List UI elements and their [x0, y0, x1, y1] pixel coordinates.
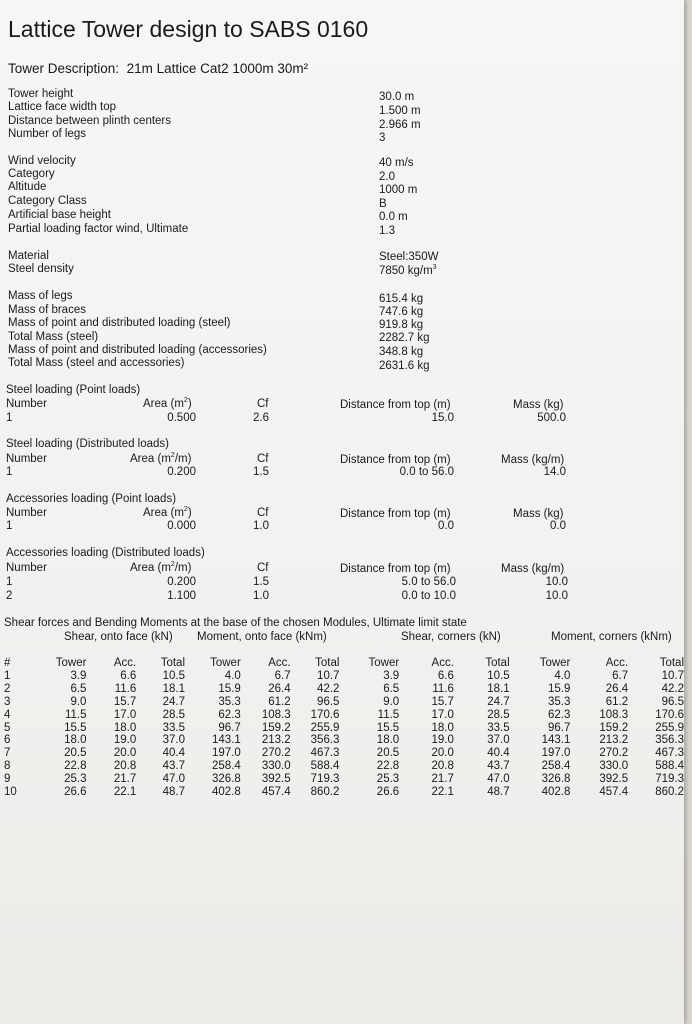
shear-cell: 467.3 [655, 747, 684, 760]
shear-row-index: 2 [4, 682, 11, 695]
shear-cell: 255.9 [655, 721, 684, 734]
shear-cell: 20.5 [64, 747, 87, 760]
shear-group-header: Moment, onto face (kNm) [197, 631, 327, 643]
loading-header-area: Area $(m^2)$ [143, 506, 192, 519]
shear-cell: 43.7 [162, 760, 186, 773]
shear-cell: 143.1 [212, 734, 241, 747]
page-title: Lattice Tower design to SABS 0160 [8, 16, 369, 42]
shear-table-row [4, 722, 684, 735]
shear-cell: 6.7 [274, 669, 291, 682]
shear-row-index: 10 [4, 786, 17, 799]
shear-cell: 457.4 [599, 786, 629, 799]
shear-cell: 15.5 [64, 721, 87, 734]
shear-cell: 15.7 [113, 695, 137, 708]
shear-cell: 22.8 [64, 760, 87, 773]
shear-cell: 860.2 [310, 786, 340, 799]
loading-header-cf: Cf [257, 562, 269, 574]
param-value: 919.8 kg [379, 319, 424, 331]
shear-cell: 47.0 [487, 773, 510, 786]
loading-header-area: Area $(m^2/m)$ [130, 561, 192, 574]
shear-cell: 6.6 [120, 669, 137, 682]
loading-cell: 0.0 [438, 520, 454, 532]
shear-col-header: Total [485, 657, 510, 669]
shear-row-index: 3 [4, 695, 11, 708]
shear-cell: 392.5 [599, 773, 629, 786]
param-value: 1000 m [379, 184, 418, 196]
loading-header-cf: Cf [257, 398, 269, 410]
shear-table-title: Shear forces and Bending Moments at the base of the chosen Modules, Ultimate limit state [4, 617, 467, 629]
loading-header-cf: Cf [257, 507, 269, 519]
loading-header-distance: Distance from top (m) [340, 508, 451, 520]
shear-cell: 326.8 [541, 773, 571, 786]
shear-cell: 26.4 [605, 682, 629, 695]
shear-cell: 40.4 [162, 747, 186, 760]
shear-table-row [4, 773, 684, 786]
shear-cell: 467.3 [310, 747, 340, 760]
shear-cell: 20.8 [431, 760, 454, 773]
loading-cell: 2.6 [253, 412, 269, 424]
shear-col-header: # [4, 657, 11, 669]
loading-cell: 1.100 [167, 590, 196, 602]
shear-col-header: Acc. [113, 657, 137, 669]
loading-cell: 5.0 to 56.0 [401, 576, 456, 588]
param-value: 2631.6 kg [379, 360, 430, 372]
loading-header-distance: Distance from top (m) [340, 563, 451, 575]
tower-description-value: 21m Lattice Cat2 1000m 30m² [126, 61, 309, 76]
param-label: Wind velocity [8, 155, 76, 167]
shear-cell: 356.3 [655, 734, 684, 747]
shear-row-index: 1 [4, 669, 11, 682]
param-label: Material [8, 250, 49, 262]
loading-cell: 15.0 [431, 412, 454, 424]
shear-cell: 143.1 [541, 734, 571, 747]
shear-cell: 197.0 [212, 747, 241, 760]
shear-cell: 258.4 [212, 760, 241, 773]
param-label: Category Class [8, 195, 87, 207]
shear-cell: 22.1 [113, 786, 137, 799]
shear-cell: 9.0 [70, 695, 87, 708]
shear-col-header: Total [315, 657, 340, 669]
param-value: 747.6 kg [379, 306, 424, 318]
shear-cell: 170.6 [655, 708, 684, 721]
shear-cell: 18.1 [162, 682, 186, 695]
loading-cell: 2 [6, 590, 13, 602]
shear-cell: 15.9 [218, 682, 241, 695]
shear-cell: 170.6 [310, 708, 340, 721]
shear-table-row [4, 760, 684, 773]
shear-cell: 860.2 [655, 786, 684, 799]
param-label: Mass of point and distributed loading (accessories) [8, 344, 267, 356]
param-label: Number of legs [8, 128, 86, 140]
shear-cell: 42.2 [317, 682, 340, 695]
param-value: 1.500 m [379, 105, 421, 117]
shear-cell: 15.7 [431, 695, 454, 708]
shear-cell: 43.7 [487, 760, 510, 773]
shear-cell: 28.5 [487, 708, 510, 721]
shear-cell: 21.7 [431, 773, 454, 786]
shear-table-row [4, 786, 684, 799]
shear-cell: 108.3 [261, 708, 291, 721]
shear-group-header: Shear, onto face (kN) [64, 631, 173, 643]
shear-cell: 9.0 [383, 695, 400, 708]
param-label: Partial loading factor wind, Ultimate [8, 223, 189, 235]
loading-cell: 1.0 [253, 590, 269, 602]
shear-cell: 326.8 [212, 773, 241, 786]
shear-cell: 330.0 [261, 760, 291, 773]
shear-cell: 10.7 [661, 669, 684, 682]
shear-cell: 6.5 [383, 682, 400, 695]
param-value: 40 m/s [379, 157, 414, 169]
param-value: 2.966 m [379, 119, 421, 131]
shear-cell: 457.4 [261, 786, 291, 799]
loading-header-number: Number [6, 453, 47, 465]
param-label: Mass of point and distributed loading (steel) [8, 317, 231, 329]
shear-cell: 213.2 [261, 734, 291, 747]
shear-cell: 19.0 [113, 734, 137, 747]
loading-section-title: Steel loading (Point loads) [6, 384, 141, 396]
shear-cell: 402.8 [212, 786, 241, 799]
shear-cell: 6.5 [70, 682, 87, 695]
param-label: Mass of legs [8, 290, 73, 302]
shear-table-row [4, 734, 684, 747]
param-label: Distance between plinth centers [8, 115, 172, 127]
shear-cell: 11.5 [64, 708, 87, 721]
shear-cell: 392.5 [261, 773, 291, 786]
loading-section-title: Accessories loading (Distributed loads) [6, 547, 205, 559]
shear-cell: 37.0 [487, 734, 510, 747]
loading-header-mass: Mass (kg) [513, 399, 564, 411]
shear-cell: 255.9 [310, 721, 340, 734]
shear-cell: 588.4 [310, 760, 340, 773]
shear-cell: 17.0 [113, 708, 137, 721]
shear-cell: 108.3 [599, 708, 629, 721]
shear-cell: 15.5 [376, 721, 400, 734]
loading-header-number: Number [6, 398, 47, 410]
shear-table-row [4, 747, 684, 760]
shear-cell: 96.5 [661, 695, 684, 708]
param-label: Total Mass (steel) [8, 331, 99, 343]
shear-cell: 37.0 [162, 734, 186, 747]
shear-cell: 20.5 [376, 747, 400, 760]
param-value: B [379, 198, 387, 210]
loading-cell: 1 [6, 412, 13, 424]
shear-cell: 25.3 [376, 773, 400, 786]
shear-cell: 159.2 [261, 721, 291, 734]
shear-cell: 28.5 [162, 708, 186, 721]
loading-header-distance: Distance from top (m) [340, 399, 451, 411]
param-label: Mass of braces [8, 304, 86, 316]
shear-cell: 96.5 [317, 695, 340, 708]
shear-cell: 588.4 [655, 760, 684, 773]
shear-cell: 11.6 [114, 682, 137, 695]
loading-header-number: Number [6, 507, 47, 519]
param-label: Tower height [8, 88, 74, 100]
tower-description-label: Tower Description: [8, 61, 120, 76]
shear-group-header: Shear, corners (kN) [401, 631, 501, 643]
shear-col-header: Tower [539, 657, 571, 669]
shear-cell: 26.6 [64, 786, 87, 799]
param-value: Steel:350W [379, 251, 439, 263]
shear-cell: 3.9 [70, 669, 87, 682]
shear-col-header: Acc. [431, 657, 454, 669]
loading-cell: 10.0 [545, 576, 568, 588]
param-value: 1.3 [379, 225, 395, 237]
loading-cell: 14.0 [543, 466, 566, 478]
shear-cell: 18.0 [376, 734, 400, 747]
shear-row-index: 5 [4, 721, 11, 734]
loading-cell: 0.200 [167, 576, 196, 588]
loading-cell: 10.0 [545, 590, 568, 602]
loading-header-area: Area $(m^2/m)$ [130, 452, 192, 465]
loading-cell: 1 [6, 466, 13, 478]
shear-cell: 20.8 [113, 760, 137, 773]
shear-cell: 18.0 [64, 734, 87, 747]
shear-cell: 20.0 [431, 747, 454, 760]
shear-cell: 19.0 [431, 734, 454, 747]
shear-cell: 17.0 [431, 708, 454, 721]
param-label: Category [8, 168, 55, 180]
shear-cell: 258.4 [541, 760, 571, 773]
loading-header-distance: Distance from top (m) [340, 454, 451, 466]
shear-table-header-row [4, 657, 684, 670]
shear-cell: 4.0 [224, 669, 241, 682]
shear-cell: 61.2 [268, 695, 291, 708]
loading-cell: 0.0 to 56.0 [399, 466, 454, 478]
shear-cell: 22.8 [376, 760, 400, 773]
shear-cell: 330.0 [599, 760, 629, 773]
shear-cell: 10.5 [487, 669, 510, 682]
loading-header-mass: Mass (kg/m) [501, 454, 565, 466]
shear-cell: 197.0 [541, 747, 571, 760]
shear-row-index: 9 [4, 773, 11, 786]
shear-cell: 18.1 [487, 682, 510, 695]
param-value: 7850 $kg/m^3$ [379, 264, 437, 277]
shear-cell: 33.5 [487, 721, 510, 734]
shear-cell: 26.6 [376, 786, 400, 799]
shear-cell: 20.0 [113, 747, 137, 760]
param-label: Altitude [8, 181, 47, 193]
shear-cell: 11.6 [432, 682, 454, 695]
shear-col-header: Acc. [605, 657, 629, 669]
shear-cell: 25.3 [64, 773, 87, 786]
param-value: 348.8 kg [379, 346, 424, 358]
loading-cell: 1 [6, 576, 13, 588]
shear-cell: 61.2 [605, 695, 629, 708]
loading-cell: 1.5 [253, 466, 269, 478]
loading-cell: 0.200 [167, 466, 196, 478]
param-value: 0.0 m [379, 211, 408, 223]
shear-cell: 402.8 [541, 786, 571, 799]
shear-cell: 48.7 [162, 786, 186, 799]
loading-section-title: Steel loading (Distributed loads) [6, 438, 170, 450]
loading-header-cf: Cf [257, 453, 269, 465]
shear-cell: 48.7 [487, 786, 510, 799]
shear-table-row [4, 670, 684, 683]
shear-col-header: Tower [368, 657, 400, 669]
shear-table-row [4, 696, 684, 709]
loading-header-area: Area $(m^2)$ [143, 397, 192, 410]
shear-cell: 18.0 [431, 721, 454, 734]
shear-cell: 47.0 [162, 773, 186, 786]
shear-cell: 18.0 [113, 721, 137, 734]
shear-cell: 42.2 [661, 682, 684, 695]
shear-row-index: 8 [4, 760, 11, 773]
shear-group-header: Moment, corners (kNm) [551, 631, 672, 643]
loading-header-mass: Mass (kg) [513, 508, 564, 520]
shear-cell: 24.7 [487, 695, 510, 708]
loading-cell: 0.0 [550, 520, 566, 532]
shear-cell: 213.2 [599, 734, 629, 747]
shear-cell: 21.7 [113, 773, 137, 786]
loading-cell: 500.0 [537, 412, 566, 424]
shear-cell: 35.3 [218, 695, 241, 708]
shear-cell: 159.2 [599, 721, 629, 734]
shear-table [4, 657, 684, 799]
loading-cell: 0.0 to 10.0 [401, 590, 456, 602]
shear-col-header: Acc. [268, 657, 291, 669]
shear-cell: 4.0 [554, 669, 571, 682]
shear-row-index: 4 [4, 708, 11, 721]
shear-col-header: Tower [55, 657, 87, 669]
shear-cell: 35.3 [547, 695, 571, 708]
param-value: 3 [379, 132, 386, 144]
shear-row-index: 6 [4, 734, 11, 747]
loading-cell: 0.500 [167, 412, 196, 424]
shear-cell: 33.5 [162, 721, 186, 734]
shear-col-header: Tower [210, 657, 241, 669]
param-label: Total Mass (steel and accessories) [8, 357, 185, 369]
shear-col-header: Total [160, 657, 186, 669]
loading-section-title: Accessories loading (Point loads) [6, 493, 177, 505]
shear-cell: 270.2 [261, 747, 291, 760]
shear-cell: 356.3 [310, 734, 340, 747]
shear-table-row [4, 709, 684, 722]
param-value: 30.0 m [379, 91, 415, 103]
shear-cell: 3.9 [383, 669, 400, 682]
shear-cell: 24.7 [162, 695, 186, 708]
loading-header-number: Number [6, 562, 47, 574]
param-value: 2.0 [379, 171, 395, 183]
shear-row-index: 7 [4, 747, 11, 760]
shear-cell: 10.5 [162, 669, 186, 682]
shear-cell: 270.2 [599, 747, 629, 760]
shear-table-row [4, 683, 684, 696]
shear-cell: 62.3 [547, 708, 571, 721]
loading-cell: 1 [6, 520, 13, 532]
loading-cell: 0.000 [167, 520, 196, 532]
shear-cell: 10.7 [317, 669, 340, 682]
loading-header-mass: Mass (kg/m) [501, 563, 565, 575]
shear-col-header: Total [659, 657, 684, 669]
tower-description [8, 61, 308, 76]
shear-cell: 6.6 [437, 669, 454, 682]
param-label: Artificial base height [8, 209, 111, 221]
param-label: Steel density [8, 263, 74, 275]
shear-cell: 96.7 [547, 721, 571, 734]
param-value: 2282.7 kg [379, 332, 430, 344]
shear-cell: 62.3 [218, 708, 241, 721]
shear-cell: 11.5 [377, 708, 400, 721]
loading-cell: 1.5 [253, 576, 269, 588]
param-value: 615.4 kg [379, 293, 424, 305]
shear-cell: 26.4 [268, 682, 291, 695]
shear-cell: 719.3 [655, 773, 684, 786]
shear-cell: 6.7 [612, 669, 629, 682]
shear-cell: 96.7 [218, 721, 241, 734]
shear-cell: 22.1 [431, 786, 454, 799]
shear-cell: 15.9 [547, 682, 571, 695]
loading-cell: 1.0 [253, 520, 269, 532]
shear-cell: 719.3 [310, 773, 340, 786]
shear-cell: 40.4 [487, 747, 510, 760]
param-label: Lattice face width top [8, 101, 117, 113]
